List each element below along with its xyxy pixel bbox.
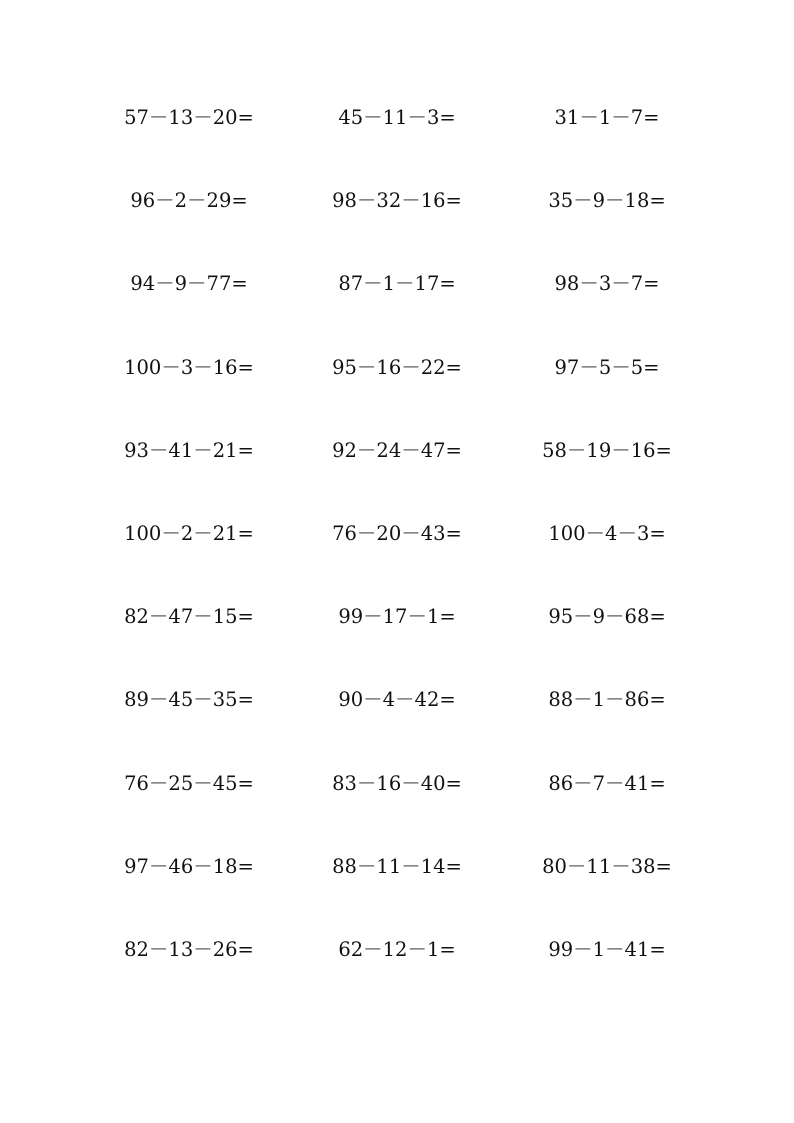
problem-row [0,517,794,600]
problem-row [0,933,794,1016]
math-problem: 99－17－1= [338,605,456,629]
problem-row [0,600,794,683]
problem-row [0,767,794,850]
math-problem: 100－2－21= [124,521,254,545]
problem-row [0,101,794,184]
math-problem: 98－32－16= [332,189,462,213]
math-problem: 92－24－47= [332,438,462,462]
math-problem: 88－1－86= [548,688,666,712]
math-problem: 62－12－1= [338,937,456,961]
math-problem: 80－11－38= [542,854,672,878]
problem-row [0,850,794,933]
problem-row [0,184,794,267]
math-problem: 97－46－18= [124,854,254,878]
math-problem: 96－2－29= [130,189,248,213]
math-problem: 89－45－35= [124,688,254,712]
math-problem: 58－19－16= [542,438,672,462]
math-problem: 94－9－77= [130,272,248,296]
math-problem: 57－13－20= [124,106,254,129]
math-problem: 95－9－68= [548,605,666,629]
math-problem: 93－41－21= [124,438,254,462]
math-problem: 82－13－26= [124,937,254,961]
math-problem: 100－3－16= [124,355,254,379]
math-problem: 100－4－3= [548,521,666,545]
problem-row [0,267,794,350]
math-problem: 31－1－7= [554,106,660,129]
math-problem: 95－16－22= [332,355,462,379]
subtraction-worksheet [0,101,794,1016]
math-problem: 45－11－3= [338,106,456,129]
math-problem: 86－7－41= [548,771,666,795]
problem-row [0,683,794,766]
math-problem: 90－4－42= [338,688,456,712]
problem-row [0,351,794,434]
problem-row [0,434,794,517]
math-problem: 76－20－43= [332,521,462,545]
math-problem: 83－16－40= [332,771,462,795]
math-problem: 88－11－14= [332,854,462,878]
math-problem: 82－47－15= [124,605,254,629]
math-problem: 98－3－7= [554,272,660,296]
math-problem: 35－9－18= [548,189,666,213]
math-problem: 99－1－41= [548,937,666,961]
math-problem: 97－5－5= [554,355,660,379]
math-problem: 76－25－45= [124,771,254,795]
math-problem: 87－1－17= [338,272,456,296]
